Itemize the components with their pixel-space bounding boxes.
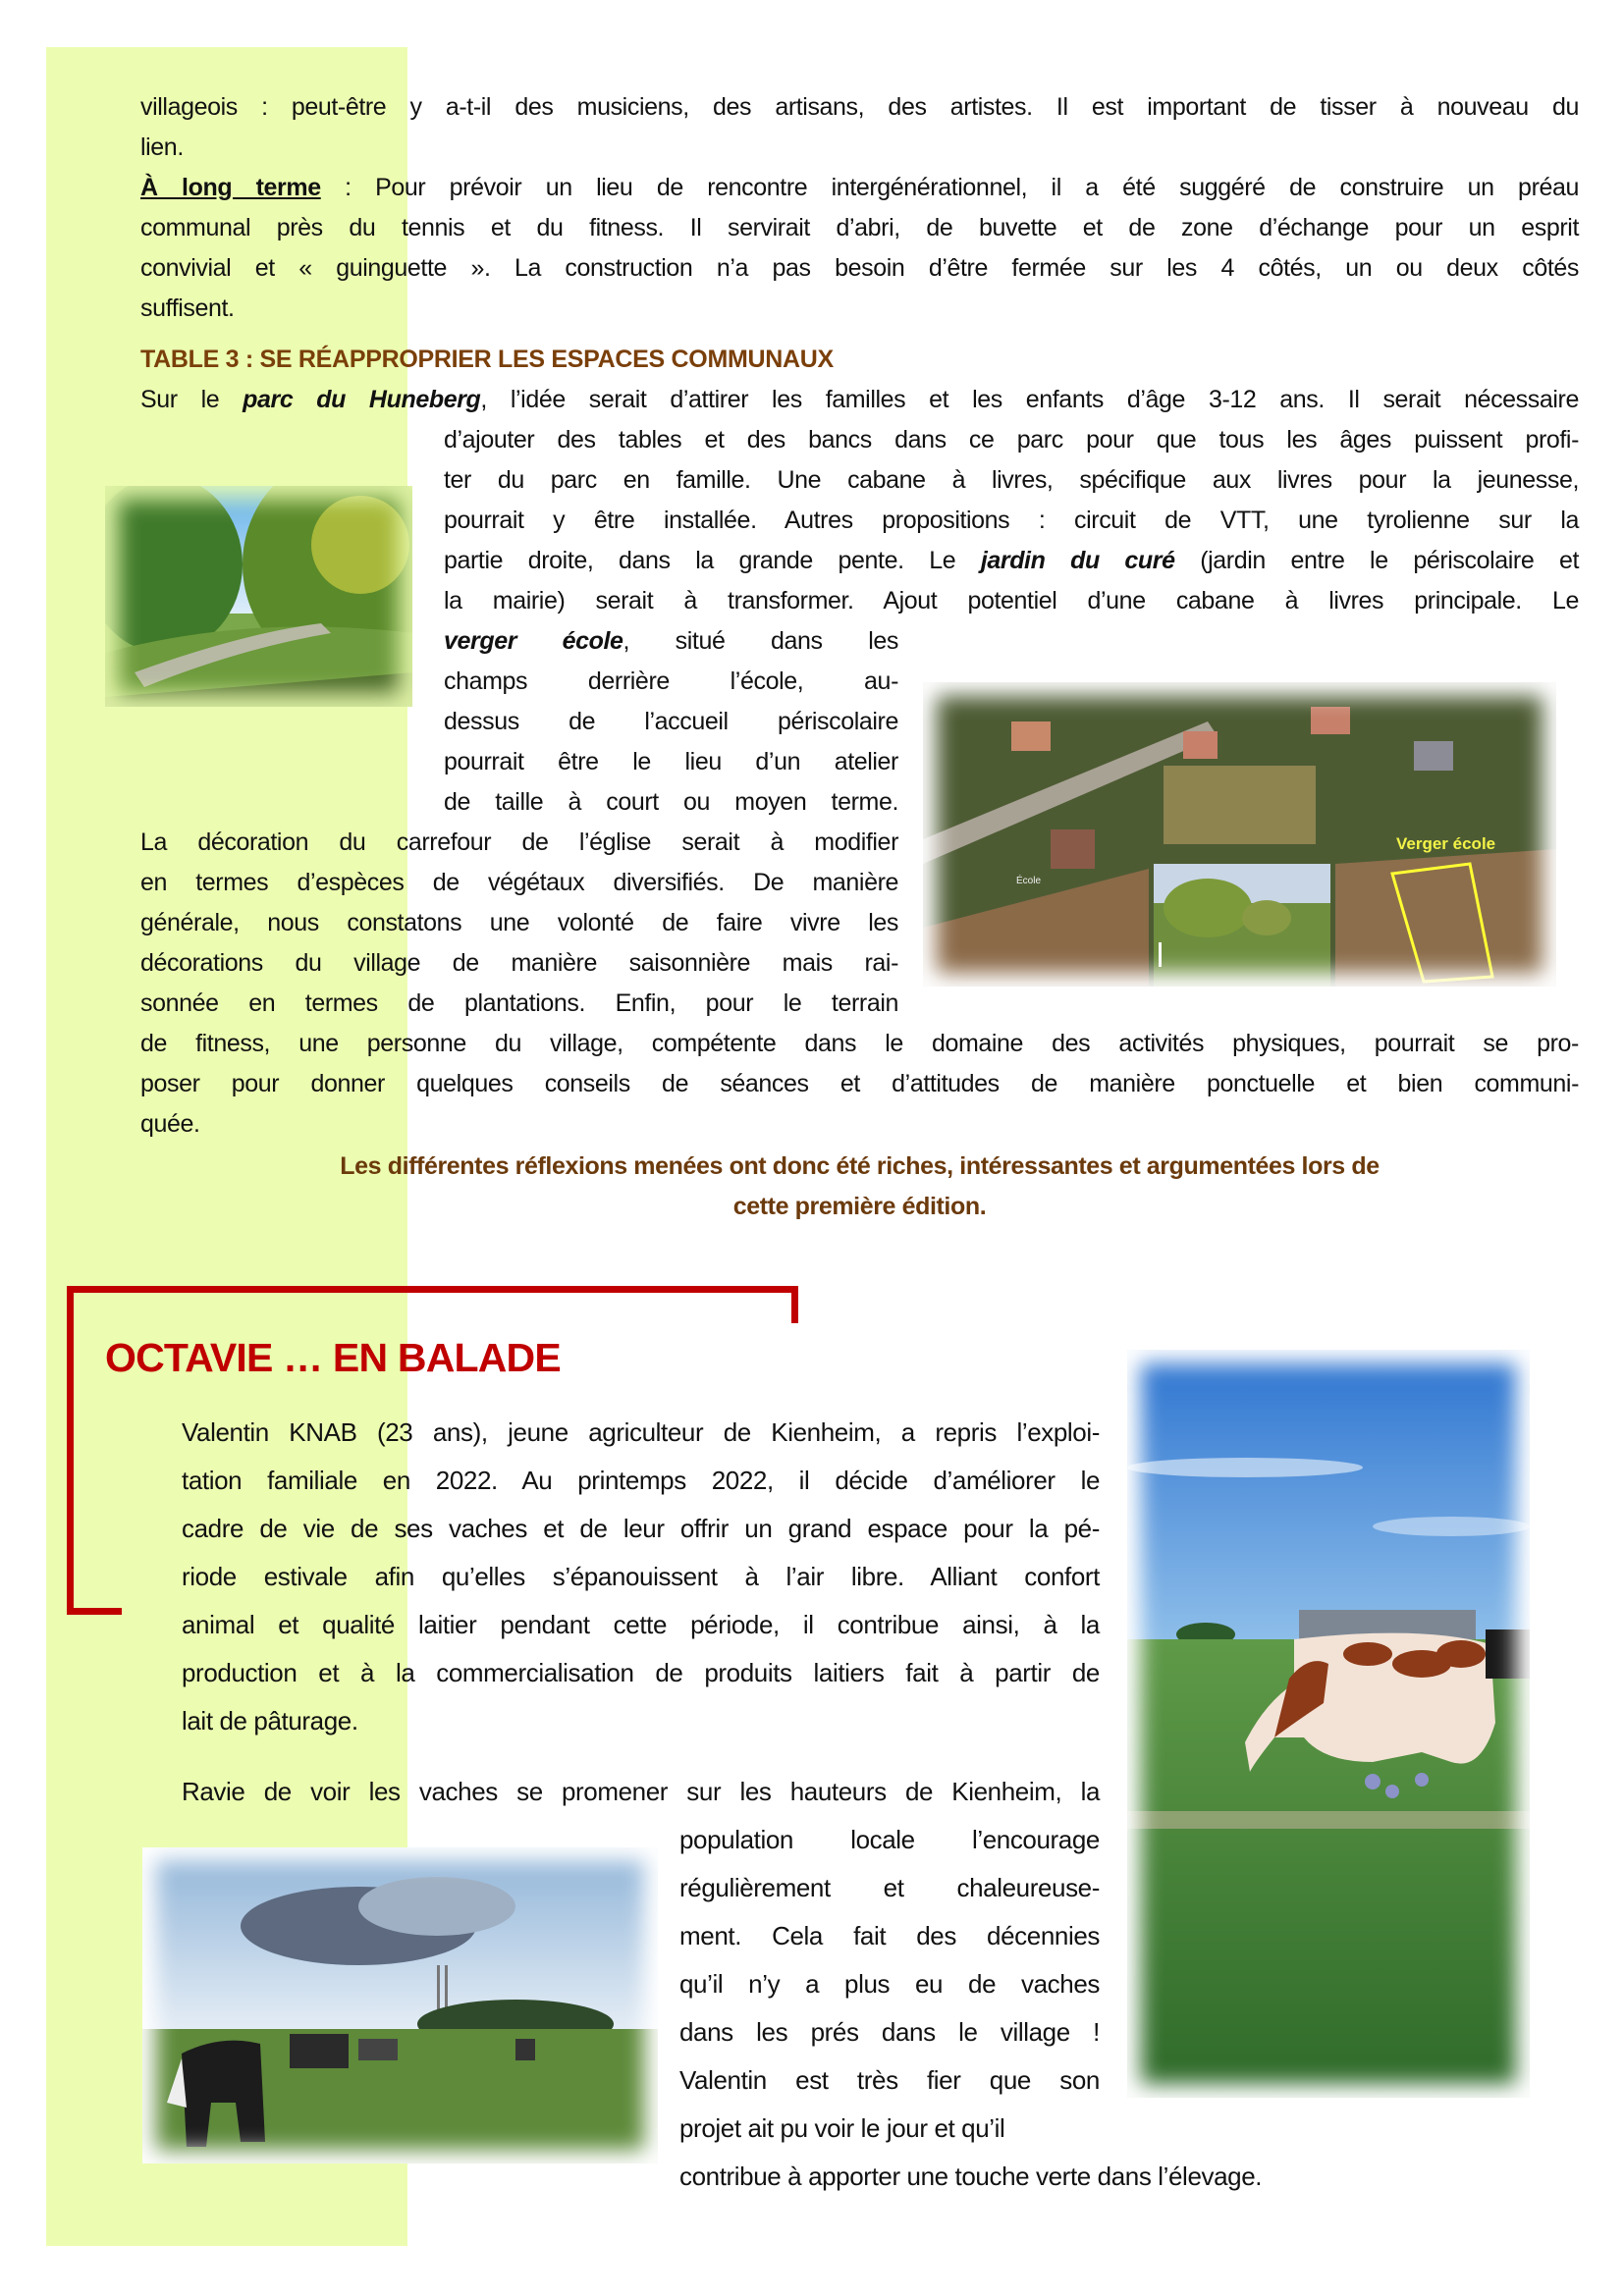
parc-huneberg-emphasis: parc du Huneberg xyxy=(243,386,481,413)
table3-heading: TABLE 3 : SE RÉAPPROPRIER LES ESPACES COMMUNAUX xyxy=(140,346,834,373)
jardin-cure-emphasis: jardin du curé xyxy=(980,547,1175,574)
text-line xyxy=(182,1417,1100,1448)
text-line: projet ait pu voir le jour et qu’il xyxy=(679,2113,1005,2143)
text-span: (jardin entre le périscolaire et xyxy=(1174,547,1579,574)
text-line xyxy=(140,254,1579,283)
text-line xyxy=(140,828,898,857)
text-line-content: population locale l’encourage xyxy=(679,1825,1100,1854)
text-line xyxy=(444,426,1579,454)
park-trees-illustration xyxy=(105,486,412,707)
text-line-content: qu’il n’y a plus eu de vaches xyxy=(679,1969,1100,1999)
text-line-content: champs derrière l’école, au- xyxy=(444,667,898,695)
text-line xyxy=(444,627,898,656)
text-line xyxy=(679,1969,1100,2000)
text-line xyxy=(140,214,1579,242)
text-line: quée. xyxy=(140,1110,200,1138)
text-line-content: générale, nous constatons une volonté de faire vivre les xyxy=(140,909,898,936)
text-line-content: pourrait être le lieu d’un atelier xyxy=(444,748,898,775)
text-line xyxy=(182,1514,1100,1544)
text-line-content: régulièrement et chaleureuse- xyxy=(679,1873,1100,1902)
text-line: suffisent. xyxy=(140,294,235,322)
text-line-content: animal et qualité laitier pendant cette période, il contribue ainsi, à la xyxy=(182,1610,1100,1639)
aerial-village-illustration xyxy=(923,682,1556,987)
title-bracket-right xyxy=(791,1286,798,1323)
text-line-content: production et à la commercialisation de produits laitiers fait à partir de xyxy=(182,1658,1100,1687)
aerial-label-ecole: École xyxy=(1016,876,1042,886)
long-term-label: À long terme xyxy=(140,174,321,201)
text-line-content: la mairie) serait à transformer. Ajout potentiel d’une cabane à livres principale. Le xyxy=(444,587,1579,614)
text-line xyxy=(182,1562,1100,1592)
text-line xyxy=(140,949,898,978)
text-span: Sur le xyxy=(140,386,244,413)
long-term-line xyxy=(140,174,1579,202)
text-line: lien. xyxy=(140,133,184,161)
text-line-content: Ravie de voir les vaches se promener sur les hauteurs de Kienheim, la xyxy=(182,1777,1100,1806)
text-line-content: poser pour donner quelques conseils de séances et d’attitudes de manière ponctuelle et bien communi- xyxy=(140,1070,1579,1097)
text-line xyxy=(444,507,1579,535)
brown-cow-photo xyxy=(1127,1350,1530,2098)
text-line xyxy=(140,989,898,1018)
text-line-content: décorations du village de manière saisonnière mais rai- xyxy=(140,949,898,977)
text-line xyxy=(444,788,898,817)
text-line-content: sonnée en termes de plantations. Enfin, pour le terrain xyxy=(140,989,898,1017)
text-line-content: pourrait y être installée. Autres propositions : circuit de VTT, une tyrolienne sur la xyxy=(444,507,1579,534)
text-line xyxy=(679,2017,1100,2048)
text-line: lait de pâturage. xyxy=(182,1706,358,1735)
text-line-content: convivial et « guinguette ». La construction n’a pas besoin d’être fermée sur les 4 côtés, un ou deux côtés xyxy=(140,254,1579,282)
text-line-content: en termes d’espèces de végétaux diversifiés. De manière xyxy=(140,869,898,896)
text-line xyxy=(140,1070,1579,1098)
text-line xyxy=(444,466,1579,495)
aerial-label-verger: Verger école xyxy=(1396,834,1496,853)
verger-ecole-emphasis: verger école xyxy=(444,627,623,655)
text-span: , l’idée serait d’attirer les familles et les enfants d’âge 3-12 ans. Il serait nécessaire xyxy=(480,386,1579,413)
text-line xyxy=(182,1658,1100,1688)
text-line-content: communal près du tennis et du fitness. Il servirait d’abri, de buvette et de zone d’échange pour un esprit xyxy=(140,214,1579,241)
text-line xyxy=(140,869,898,897)
text-line xyxy=(444,708,898,736)
text-line-content: dessus de l’accueil périscolaire xyxy=(444,708,898,735)
text-line-content: ment. Cela fait des décennies xyxy=(679,1921,1100,1950)
title-bracket-left xyxy=(67,1286,74,1615)
text-line-content: de taille à court ou moyen terme. xyxy=(444,788,898,816)
text-line xyxy=(182,1466,1100,1496)
section-title: OCTAVIE … EN BALADE xyxy=(105,1335,561,1380)
text-line: contribue à apporter une touche verte dans l’élevage. xyxy=(679,2162,1263,2191)
text-line xyxy=(140,1030,1579,1058)
holstein-cows-photo xyxy=(142,1847,658,2163)
text-line-content: Valentin est très fier que son xyxy=(679,2065,1100,2095)
text-line xyxy=(444,748,898,776)
grazing-cow-illustration xyxy=(1127,1350,1530,2098)
cows-meadow-illustration xyxy=(142,1847,658,2163)
text-span: : Pour prévoir un lieu de rencontre intergénérationnel, il a été suggéré de construire un préau xyxy=(320,174,1579,201)
text-line xyxy=(444,587,1579,615)
text-line-content: dans les prés dans le village ! xyxy=(679,2017,1100,2047)
text-line xyxy=(140,93,1579,122)
text-span: , situé dans les xyxy=(623,627,898,655)
park-trees-photo xyxy=(105,486,412,707)
text-line xyxy=(182,1777,1100,1807)
text-line-content: de fitness, une personne du village, compétente dans le domaine des activités physiques, pourrait se pro- xyxy=(140,1030,1579,1057)
text-line xyxy=(182,1610,1100,1640)
text-line-content: La décoration du carrefour de l’église serait à modifier xyxy=(140,828,898,856)
text-line xyxy=(444,547,1579,575)
text-line-content: Valentin KNAB (23 ans), jeune agriculteur de Kienheim, a repris l’exploi- xyxy=(182,1417,1100,1447)
text-line-content: d’ajouter des tables et des bancs dans ce parc pour que tous les âges puissent profi- xyxy=(444,426,1579,454)
text-line xyxy=(679,2065,1100,2096)
text-line-content: tation familiale en 2022. Au printemps 2022, il décide d’améliorer le xyxy=(182,1466,1100,1495)
text-line xyxy=(679,1873,1100,1903)
text-span: partie droite, dans la grande pente. Le xyxy=(444,547,981,574)
text-line-content: cadre de vie de ses vaches et de leur offrir un grand espace pour la pé- xyxy=(182,1514,1100,1543)
text-line-content: ter du parc en famille. Une cabane à livres, spécifique aux livres pour la jeunesse, xyxy=(444,466,1579,494)
verger-aerial-photo xyxy=(923,682,1556,987)
text-line-content: villageois : peut-être y a-t-il des musiciens, des artisans, des artistes. Il est important de tisser à nouveau du xyxy=(140,93,1579,121)
title-bracket-foot xyxy=(67,1608,122,1615)
text-line xyxy=(444,667,898,696)
text-line xyxy=(140,386,1579,414)
text-line-content: riode estivale afin qu’elles s’épanouissent à l’air libre. Alliant confort xyxy=(182,1562,1100,1591)
text-line xyxy=(679,1921,1100,1951)
text-line xyxy=(140,909,898,937)
title-bracket-top xyxy=(67,1286,798,1293)
conclusion-line: Les différentes réflexions menées ont donc été riches, intéressantes et argumentées lors de xyxy=(340,1152,1380,1180)
text-line xyxy=(679,1825,1100,1855)
conclusion-line: cette première édition. xyxy=(732,1193,987,1220)
